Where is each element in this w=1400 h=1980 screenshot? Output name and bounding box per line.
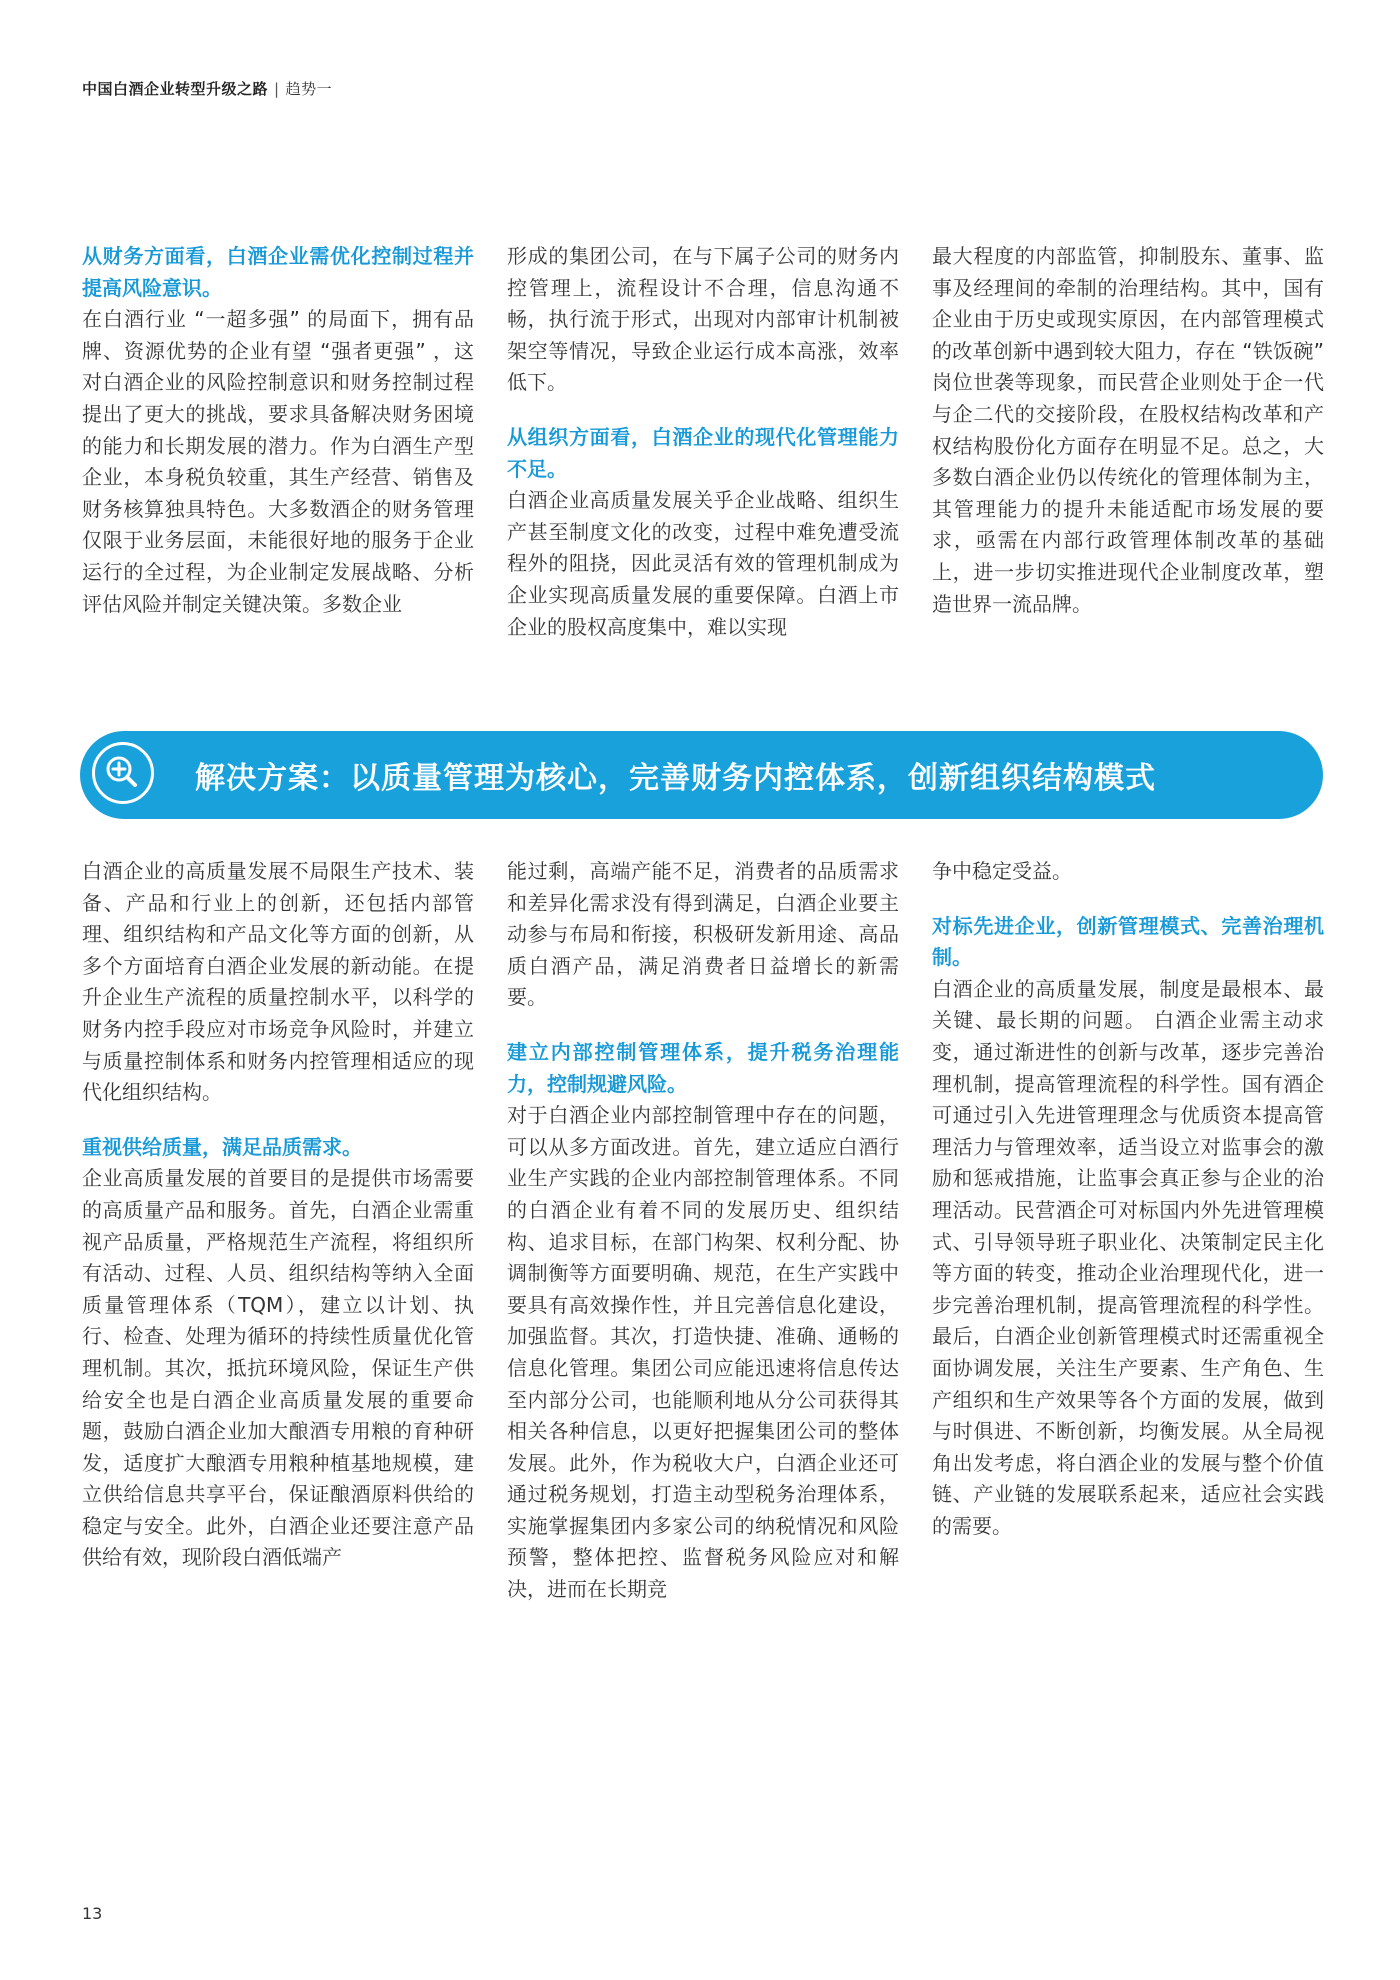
paragraph: 能过剩，高端产能不足，消费者的品质需求和差异化需求没有得到满足，白酒企业要主动参与布局和衔接，积极研发新用途、高品质白酒产品，满足消费者日益增长的新需要。 — [507, 859, 899, 1010]
running-header — [82, 78, 332, 99]
header-subtitle: 趋势一 — [285, 80, 333, 98]
paragraph: 在白酒行业 “一超多强” 的局面下，拥有品牌、资源优势的企业有望 “强者更强” ，这对白酒企业的风险控制意识和财务控制过程提出了更大的挑战，要求具备解决财务困境的能力和长期发展的潜力。作为白酒生产型企业，本身税负较重，其生产经营、销售及财务核算独具特色。大多数酒企的财务管理仅限于业务层面，未能很好地的服务于企业运行的全过程，为企业制定发展战略、分析评估风险并制定关键决策。多数企业 — [82, 307, 474, 616]
section-heading-organization: 从组织方面看，白酒企业的现代化管理能力不足。 — [507, 424, 899, 481]
section-heading-finance: 从财务方面看，白酒企业需优化控制过程并提高风险意识。 — [82, 244, 474, 300]
top-column-1 — [82, 241, 474, 620]
top-column-2 — [507, 241, 899, 643]
paragraph: 对于白酒企业内部控制管理中存在的问题，可以从多方面改进。首先，建立适应白酒行业生产实践的企业内部控制管理体系。不同的白酒企业有着不同的发展历史、组织结构、追求目标，在部门构架、权利分配、协调制衡等方面要明确、规范，在生产实践中要具有高效操作性，并且完善信息化建设，加强监督。其次，打造快捷、准确、通畅的信息化管理。集团公司应能迅速将信息传达至内部分公司，也能顺利地从分公司获得其相关各种信息，以更好把握集团公司的整体发展。此外，作为税收大户，白酒企业还可通过税务规划，打造主动型税务治理体系，实施掌握集团内多家公司的纳税情况和风险预警，整体把控、监督税务风险应对和解决，进而在长期竞 — [507, 1103, 899, 1602]
solution-banner — [80, 731, 1323, 819]
paragraph: 企业高质量发展的首要目的是提供市场需要的高质量产品和服务。首先，白酒企业需重视产品质量，严格规范生产流程，将组织所有活动、过程、人员、组织结构等纳入全面质量管理体系（TQM），建立以计划、执行、检查、处理为循环的持续性质量优化管理机制。其次，抵抗环境风险，保证生产供给安全也是白酒企业高质量发展的重要命题，鼓励白酒企业加大酿酒专用粮的育种研发，适度扩大酿酒专用粮种植基地规模，建立供给信息共享平台，保证酿酒原料供给的稳定与安全。此外，白酒企业还要注意产品供给有效，现阶段白酒低端产 — [82, 1166, 474, 1570]
bottom-column-3 — [932, 856, 1324, 1542]
paragraph: 白酒企业高质量发展关乎企业战略、组织生产甚至制度文化的改变，过程中难免遭受流程外的阻挠，因此灵活有效的管理机制成为企业实现高质量发展的重要保障。白酒上市企业的股权高度集中，难以实现 — [507, 488, 899, 639]
bottom-column-2 — [507, 856, 899, 1606]
header-title: 中国白酒企业转型升级之路 — [82, 80, 269, 98]
paragraph: 最大程度的内部监管，抑制股东、董事、监事及经理间的牵制的治理结构。其中，国有企业由于历史或现实原因，在内部管理模式的改革创新中遇到较大阻力，存在 “铁饭碗” 岗位世袭等现象，而民营企业则处于企一代与企二代的交接阶段，在股权结构改革和产权结构股份化方面存在明显不足。总之，大多数白酒企业仍以传统化的管理体制为主，其管理能力的提升未能适配市场发展的要求，亟需在内部行政管理体制改革的基础上，进一步切实推进现代企业制度改革，塑造世界一流品牌。 — [932, 244, 1324, 616]
header-separator: | — [274, 80, 280, 98]
paragraph: 形成的集团公司，在与下属子公司的财务内控管理上，流程设计不合理，信息沟通不畅，执行流于形式，出现对内部审计机制被架空等情况，导致企业运行成本高涨，效率低下。 — [507, 244, 899, 395]
top-column-3 — [932, 241, 1324, 620]
bottom-column-1 — [82, 856, 474, 1574]
page-number: 13 — [82, 1904, 103, 1923]
paragraph: 白酒企业的高质量发展，制度是最根本、最关键、最长期的问题。 白酒企业需主动求变，通过渐进性的创新与改革，逐步完善治理机制，提高管理流程的科学性。国有酒企可通过引入先进管理理念与优质资本提高管理活力与管理效率，适当设立对监事会的激励和惩戒措施，让监事会真正参与企业的治理活动。民营酒企可对标国内外先进管理模式、引导领导班子职业化、决策制定民主化等方面的转变，推动企业治理现代化，进一步完善治理机制，提高管理流程的科学性。最后，白酒企业创新管理模式时还需重视全面协调发展，关注生产要素、生产角色、生产组织和生产效果等各个方面的发展，做到与时俱进、不断创新，均衡发展。从全局视角出发考虑，将白酒企业的发展与整个价值链、产业链的发展联系起来，适应社会实践的需要。 — [932, 976, 1324, 1538]
section-heading-internal-control: 建立内部控制管理体系，提升税务治理能力，控制规避风险。 — [507, 1039, 899, 1096]
section-heading-supply-quality: 重视供给质量，满足品质需求。 — [82, 1134, 362, 1159]
section-heading-benchmark: 对标先进企业，创新管理模式、完善治理机制。 — [932, 913, 1324, 970]
zoom-in-icon — [92, 742, 154, 804]
paragraph: 争中稳定受益。 — [932, 859, 1072, 883]
banner-title: 解决方案：以质量管理为核心，完善财务内控体系，创新组织结构模式 — [195, 761, 1156, 796]
paragraph: 白酒企业的高质量发展不局限生产技术、装备、产品和行业上的创新，还包括内部管理、组织结构和产品文化等方面的创新，从多个方面培育白酒企业发展的新动能。在提升企业生产流程的质量控制水平，以科学的财务内控手段应对市场竞争风险时，并建立与质量控制体系和财务内控管理相适应的现代化组织结构。 — [82, 859, 474, 1105]
